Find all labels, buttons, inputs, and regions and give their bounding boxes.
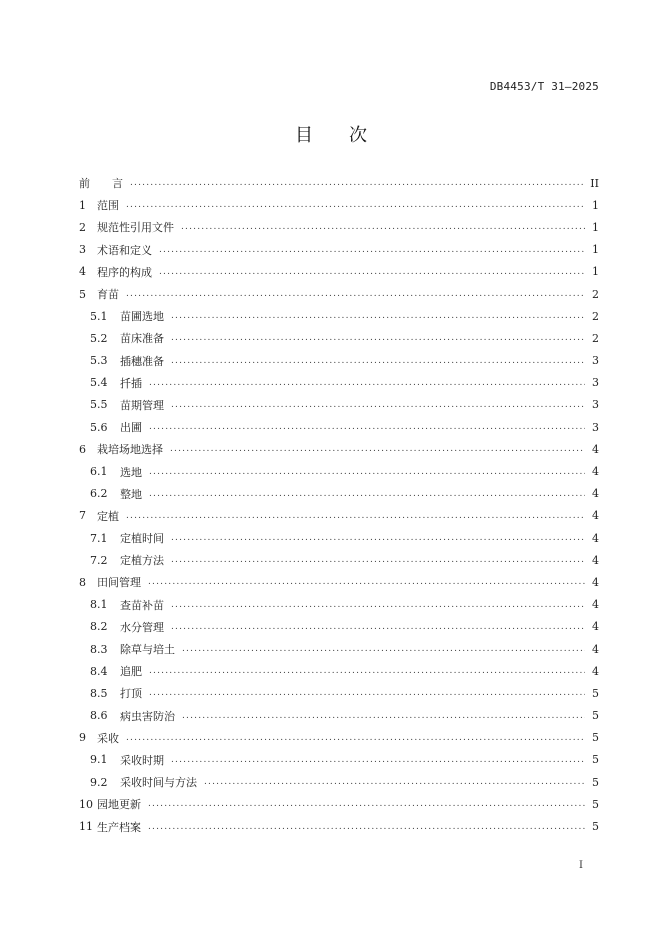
toc-entry[interactable] bbox=[79, 261, 599, 283]
toc-dot-leader bbox=[171, 554, 585, 566]
toc-entry-page: 4 bbox=[592, 620, 599, 634]
toc-entry-title: 苗圃选地 bbox=[120, 310, 164, 324]
toc-dot-leader bbox=[148, 821, 585, 833]
toc-entry-page: 2 bbox=[592, 309, 599, 323]
toc-entry-title: 育苗 bbox=[97, 288, 119, 302]
toc-entry[interactable] bbox=[79, 460, 599, 482]
toc-entry[interactable] bbox=[79, 705, 599, 727]
document-code: DB4453/T 31—2025 bbox=[489, 80, 599, 93]
toc-entry[interactable] bbox=[79, 305, 599, 327]
toc-dot-leader bbox=[126, 510, 585, 522]
toc-dot-leader bbox=[149, 488, 585, 500]
toc-entry-number: 8.6 bbox=[90, 709, 108, 723]
toc-entry[interactable] bbox=[79, 372, 599, 394]
toc-entry-title: 定植 bbox=[97, 509, 119, 523]
toc-entry-page: 5 bbox=[592, 686, 599, 700]
toc-dot-leader bbox=[182, 710, 585, 722]
toc-entry[interactable] bbox=[79, 216, 599, 238]
toc-entry-page: 4 bbox=[592, 598, 599, 612]
toc-entry-page: 1 bbox=[592, 198, 599, 212]
toc-entry-title: 前 言 bbox=[79, 177, 123, 191]
toc-entry-number: 5.1 bbox=[90, 309, 108, 323]
toc-dot-leader bbox=[126, 732, 585, 744]
toc-entry-title: 采收时期 bbox=[120, 753, 164, 767]
footer-page-number: I bbox=[579, 860, 583, 871]
toc-entry-page: 4 bbox=[592, 642, 599, 656]
toc-entry-number: 5.6 bbox=[90, 420, 108, 434]
toc-entry[interactable] bbox=[79, 749, 599, 771]
toc-entry[interactable] bbox=[79, 416, 599, 438]
toc-entry[interactable] bbox=[79, 172, 599, 194]
toc-entry[interactable] bbox=[79, 350, 599, 372]
toc-entry-page: 2 bbox=[592, 287, 599, 301]
toc-entry-number: 11 bbox=[79, 820, 93, 834]
toc-entry-title: 苗期管理 bbox=[120, 398, 164, 412]
toc-entry-number: 9.2 bbox=[90, 775, 108, 789]
toc-entry[interactable] bbox=[79, 793, 599, 815]
toc-entry-number: 5 bbox=[79, 287, 86, 301]
toc-entry[interactable] bbox=[79, 527, 599, 549]
toc-entry[interactable] bbox=[79, 394, 599, 416]
toc-entry[interactable] bbox=[79, 505, 599, 527]
toc-entry-title: 整地 bbox=[120, 487, 142, 501]
toc-entry-page: 5 bbox=[592, 775, 599, 789]
toc-dot-leader bbox=[148, 576, 585, 588]
toc-entry-title: 扦插 bbox=[120, 376, 142, 390]
toc-entry-title: 程序的构成 bbox=[97, 265, 152, 279]
toc-dot-leader bbox=[171, 310, 585, 322]
toc-entry-title: 范围 bbox=[97, 199, 119, 213]
table-of-contents bbox=[79, 172, 599, 838]
toc-entry-number: 4 bbox=[79, 265, 86, 279]
toc-entry-number: 9.1 bbox=[90, 753, 108, 767]
toc-entry-page: 4 bbox=[592, 487, 599, 501]
toc-entry-number: 8.1 bbox=[90, 598, 108, 612]
toc-entry-number: 9 bbox=[79, 731, 86, 745]
toc-entry-number: 6 bbox=[79, 442, 86, 456]
toc-entry-page: 4 bbox=[592, 553, 599, 567]
toc-entry-title: 栽培场地选择 bbox=[97, 443, 163, 457]
toc-entry[interactable] bbox=[79, 815, 599, 837]
toc-entry-number: 2 bbox=[79, 220, 86, 234]
toc-entry-number: 8.3 bbox=[90, 642, 108, 656]
toc-entry-number: 10 bbox=[79, 797, 93, 811]
page-title bbox=[0, 121, 662, 147]
toc-entry-title: 选地 bbox=[120, 465, 142, 479]
toc-entry-page: 4 bbox=[592, 509, 599, 523]
toc-dot-leader bbox=[181, 221, 585, 233]
toc-entry-title: 术语和定义 bbox=[97, 243, 152, 257]
toc-dot-leader bbox=[171, 399, 585, 411]
toc-entry-title: 采收 bbox=[97, 731, 119, 745]
toc-entry-number: 5.5 bbox=[90, 398, 108, 412]
toc-entry-title: 苗床准备 bbox=[120, 332, 164, 346]
toc-entry[interactable] bbox=[79, 682, 599, 704]
toc-dot-leader bbox=[159, 244, 585, 256]
toc-entry-page: II bbox=[590, 176, 599, 190]
toc-entry[interactable] bbox=[79, 438, 599, 460]
toc-entry-title: 规范性引用文件 bbox=[97, 221, 174, 235]
toc-entry[interactable] bbox=[79, 483, 599, 505]
toc-entry-title: 生产档案 bbox=[97, 820, 141, 834]
toc-entry-title: 打顶 bbox=[120, 687, 142, 701]
toc-dot-leader bbox=[182, 643, 585, 655]
toc-entry-number: 8.2 bbox=[90, 620, 108, 634]
toc-entry-title: 除草与培土 bbox=[120, 643, 175, 657]
toc-dot-leader bbox=[149, 466, 585, 478]
title-char-1: 目 bbox=[295, 125, 313, 146]
title-char-2: 次 bbox=[349, 125, 367, 146]
toc-entry-title: 园地更新 bbox=[97, 798, 141, 812]
toc-dot-leader bbox=[171, 621, 585, 633]
toc-entry-title: 定植方法 bbox=[120, 554, 164, 568]
toc-entry-page: 4 bbox=[592, 465, 599, 479]
toc-entry[interactable] bbox=[79, 327, 599, 349]
toc-entry-number: 5.4 bbox=[90, 376, 108, 390]
toc-dot-leader bbox=[171, 532, 585, 544]
toc-dot-leader bbox=[171, 599, 585, 611]
toc-dot-leader bbox=[149, 687, 585, 699]
toc-entry-title: 定植时间 bbox=[120, 532, 164, 546]
toc-entry-page: 5 bbox=[592, 797, 599, 811]
toc-dot-leader bbox=[126, 199, 585, 211]
toc-dot-leader bbox=[171, 332, 585, 344]
toc-entry-number: 8.4 bbox=[90, 664, 108, 678]
toc-entry-page: 5 bbox=[592, 753, 599, 767]
toc-entry-title: 水分管理 bbox=[120, 620, 164, 634]
toc-dot-leader bbox=[148, 798, 585, 810]
toc-entry-page: 5 bbox=[592, 709, 599, 723]
toc-dot-leader bbox=[204, 776, 585, 788]
toc-entry-number: 1 bbox=[79, 198, 86, 212]
toc-entry[interactable] bbox=[79, 594, 599, 616]
toc-entry-page: 3 bbox=[592, 420, 599, 434]
toc-entry-title: 采收时间与方法 bbox=[120, 776, 197, 790]
toc-entry-title: 查苗补苗 bbox=[120, 598, 164, 612]
toc-entry-page: 2 bbox=[592, 331, 599, 345]
toc-entry-page: 5 bbox=[592, 820, 599, 834]
toc-dot-leader bbox=[149, 421, 585, 433]
toc-entry-page: 5 bbox=[592, 731, 599, 745]
toc-entry[interactable] bbox=[79, 616, 599, 638]
toc-entry-title: 田间管理 bbox=[97, 576, 141, 590]
toc-dot-leader bbox=[159, 266, 585, 278]
toc-entry-number: 6.2 bbox=[90, 487, 108, 501]
toc-entry[interactable] bbox=[79, 771, 599, 793]
toc-dot-leader bbox=[149, 377, 585, 389]
toc-dot-leader bbox=[149, 665, 585, 677]
toc-entry-number: 7 bbox=[79, 509, 86, 523]
toc-entry-number: 5.2 bbox=[90, 331, 108, 345]
toc-dot-leader bbox=[126, 288, 585, 300]
toc-entry-page: 1 bbox=[592, 265, 599, 279]
toc-entry-page: 4 bbox=[592, 442, 599, 456]
toc-entry-number: 6.1 bbox=[90, 465, 108, 479]
toc-dot-leader bbox=[170, 443, 585, 455]
toc-entry-title: 出圃 bbox=[120, 421, 142, 435]
toc-dot-leader bbox=[130, 177, 585, 189]
toc-entry-page: 4 bbox=[592, 664, 599, 678]
toc-entry[interactable] bbox=[79, 283, 599, 305]
toc-entry-page: 3 bbox=[592, 376, 599, 390]
toc-entry[interactable] bbox=[79, 571, 599, 593]
toc-entry-page: 1 bbox=[592, 220, 599, 234]
toc-entry-page: 1 bbox=[592, 243, 599, 257]
toc-entry-title: 插穗准备 bbox=[120, 354, 164, 368]
toc-entry-page: 4 bbox=[592, 575, 599, 589]
toc-entry-number: 8.5 bbox=[90, 686, 108, 700]
toc-entry-number: 7.2 bbox=[90, 553, 108, 567]
toc-entry-title: 追肥 bbox=[120, 665, 142, 679]
toc-entry-page: 4 bbox=[592, 531, 599, 545]
toc-dot-leader bbox=[171, 754, 585, 766]
toc-entry-page: 3 bbox=[592, 398, 599, 412]
toc-dot-leader bbox=[171, 355, 585, 367]
toc-entry[interactable] bbox=[79, 727, 599, 749]
toc-entry-number: 7.1 bbox=[90, 531, 108, 545]
toc-entry-page: 3 bbox=[592, 354, 599, 368]
toc-entry[interactable] bbox=[79, 194, 599, 216]
toc-entry[interactable] bbox=[79, 239, 599, 261]
toc-entry-title: 病虫害防治 bbox=[120, 709, 175, 723]
toc-entry-number: 5.3 bbox=[90, 354, 108, 368]
toc-entry[interactable] bbox=[79, 549, 599, 571]
toc-entry-number: 8 bbox=[79, 575, 86, 589]
toc-entry[interactable] bbox=[79, 660, 599, 682]
toc-entry-number: 3 bbox=[79, 243, 86, 257]
toc-entry[interactable] bbox=[79, 638, 599, 660]
